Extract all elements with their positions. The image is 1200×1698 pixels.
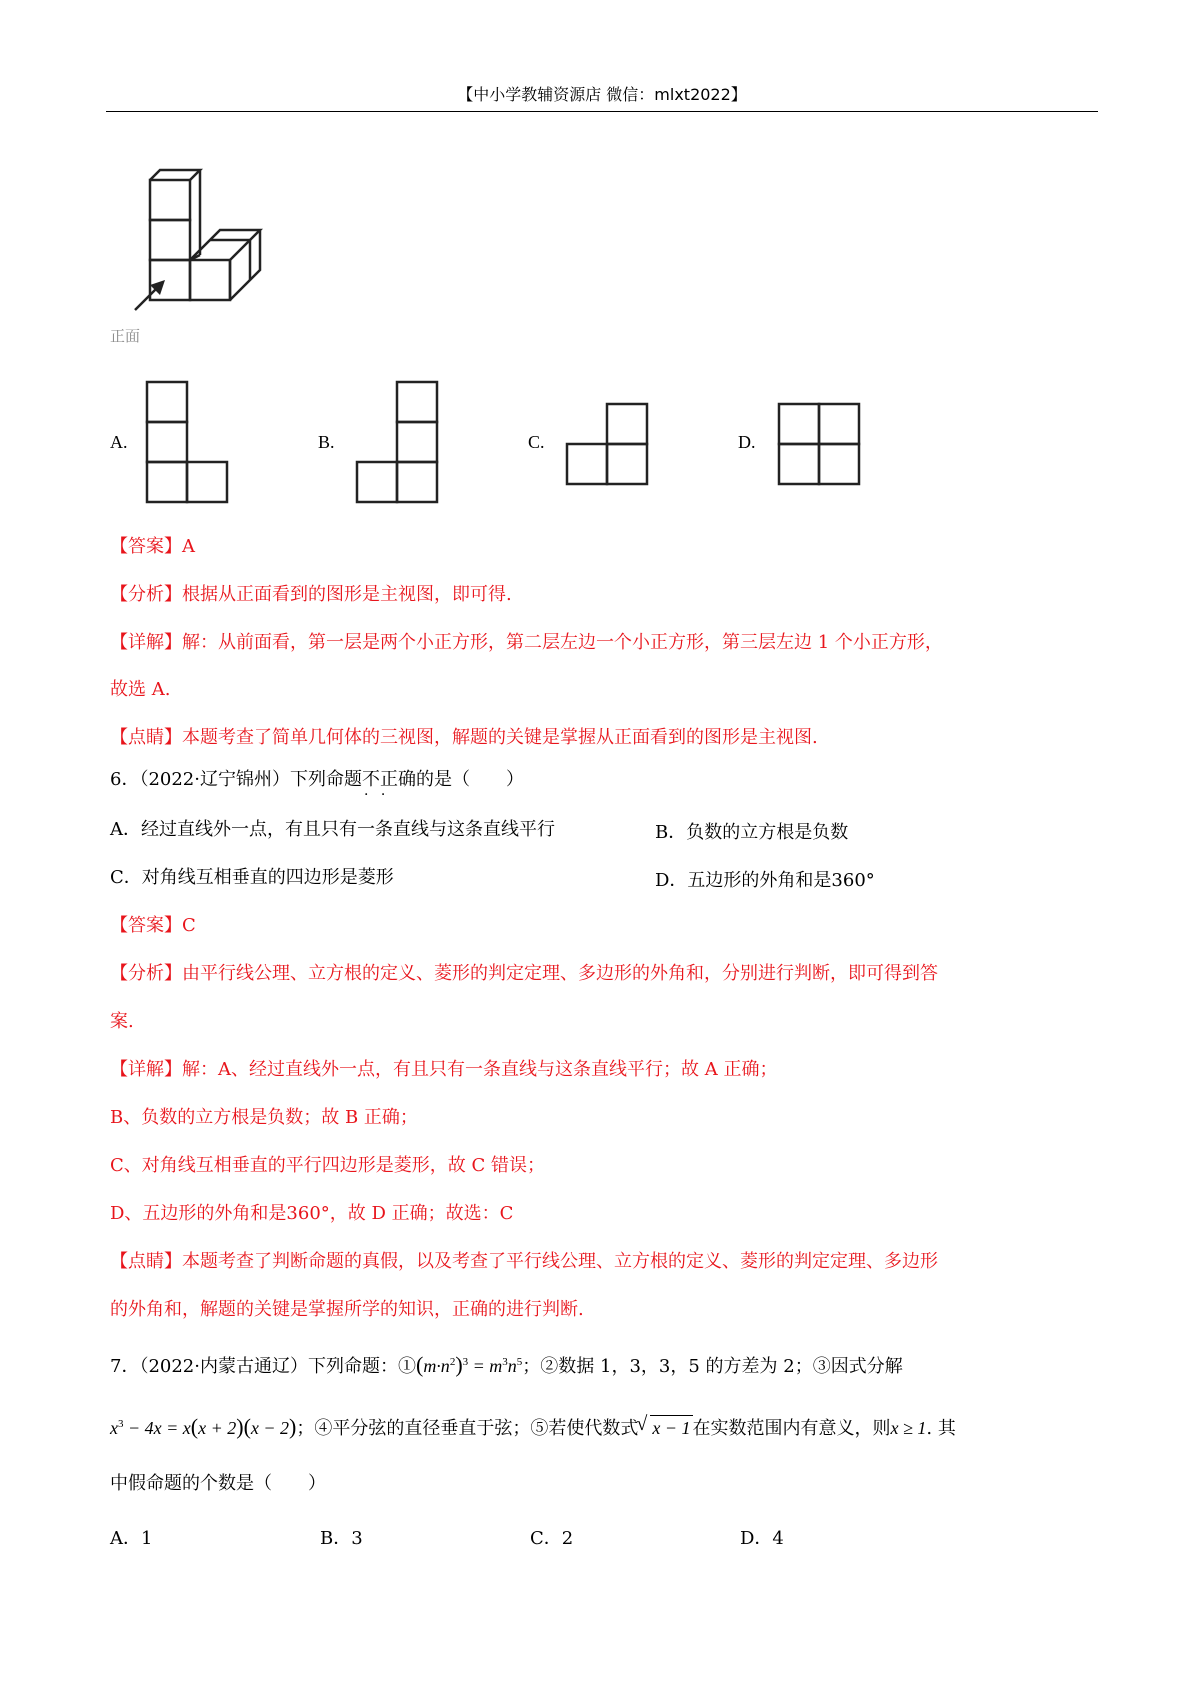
q7-stem-3: 中假命题的个数是（ ） bbox=[110, 1473, 326, 1494]
q6-option-d: D．五边形的外角和是360° bbox=[655, 870, 875, 891]
q7-stem-2-post: 在实数范围内有意义，则 bbox=[692, 1418, 891, 1439]
q5-detail-2: 故选 A. bbox=[110, 679, 171, 700]
q7-formula-condition: x ≥ 1 bbox=[890, 1418, 927, 1438]
q7-choice-b: B．3 bbox=[320, 1528, 363, 1549]
q7-choice-c: C．2 bbox=[530, 1528, 574, 1549]
q6-stem-post: 的是（ ） bbox=[415, 769, 524, 790]
q7-formula-sqrt: √ x − 1 bbox=[650, 1415, 692, 1440]
q7-choice-a: A．1 bbox=[110, 1528, 153, 1549]
q6-analysis-1: 【分析】由平行线公理、立方根的定义、菱形的判定定理、多边形的外角和，分别进行判断，即可得到答 bbox=[110, 963, 938, 984]
front-label: 正面 bbox=[110, 327, 141, 345]
q6-comment-2: 的外角和，解题的关键是掌握所学的知识，正确的进行判断. bbox=[110, 1299, 584, 1320]
option-c-figure bbox=[565, 402, 655, 487]
q5-answer: 【答案】A bbox=[110, 536, 195, 557]
option-b-letter: B. bbox=[318, 432, 335, 452]
q6-detail-2: B、负数的立方根是负数；故 B 正确； bbox=[110, 1107, 418, 1128]
q6-option-c: C．对角线互相垂直的四边形是菱形 bbox=[110, 867, 394, 888]
q7-choice-d: D．4 bbox=[740, 1528, 784, 1549]
q6-stem-emphasis: 不正确 · · bbox=[362, 769, 416, 790]
q7-stem-2 bbox=[110, 1412, 956, 1441]
q6-stem bbox=[110, 768, 524, 792]
q6-detail-4: D、五边形的外角和是360°，故 D 正确；故选：C bbox=[110, 1203, 514, 1224]
q7-formula-factor: $x^3 - 4x = x(x + 2)(x - 2)$ bbox=[110, 1414, 297, 1439]
option-d-letter: D. bbox=[738, 432, 756, 452]
q6-detail-1: 【详解】解：A、经过直线外一点，有且只有一条直线与这条直线平行；故 A 正确； bbox=[110, 1059, 778, 1080]
q7-stem-1-pre: 7．（2022·内蒙古通辽）下列命题：① bbox=[110, 1356, 416, 1377]
option-a-figure bbox=[145, 380, 235, 505]
q6-answer: 【答案】C bbox=[110, 915, 196, 936]
page-header: 【中小学教辅资源店 微信：mlxt2022】 bbox=[457, 85, 747, 104]
option-b-figure bbox=[355, 380, 445, 505]
option-a-letter: A. bbox=[110, 432, 128, 452]
q7-stem-2-end: . 其 bbox=[926, 1418, 956, 1439]
cube-figure bbox=[110, 155, 290, 325]
q6-option-b: B．负数的立方根是负数 bbox=[655, 822, 849, 843]
q5-comment: 【点睛】本题考查了简单几何体的三视图，解题的关键是掌握从正面看到的图形是主视图. bbox=[110, 727, 818, 748]
option-c-letter: C. bbox=[528, 432, 545, 452]
q6-detail-3: C、对角线互相垂直的平行四边形是菱形，故 C 错误； bbox=[110, 1155, 545, 1176]
q5-analysis: 【分析】根据从正面看到的图形是主视图，即可得. bbox=[110, 584, 512, 605]
q5-detail-1: 【详解】解：从前面看，第一层是两个小正方形，第二层左边一个小正方形，第三层左边 1 个小正方形， bbox=[110, 632, 943, 653]
q7-stem-2-mid: ；④平分弦的直径垂直于弦；⑤若使代数式 bbox=[296, 1418, 639, 1439]
header-rule bbox=[106, 111, 1098, 112]
q6-analysis-2: 案. bbox=[110, 1011, 134, 1032]
q6-comment-1: 【点睛】本题考查了判断命题的真假，以及考查了平行线公理、立方根的定义、菱形的判定定理、多边形 bbox=[110, 1251, 938, 1272]
option-d-figure bbox=[777, 402, 867, 487]
q7-stem-1-post: ；②数据 1，3，3，5 的方差为 2；③因式分解 bbox=[522, 1356, 903, 1377]
q7-stem-1 bbox=[110, 1350, 903, 1379]
q7-formula-power: $(m\cdot n^2)^3 = m^3n^5$ bbox=[415, 1352, 523, 1377]
q6-option-a: A．经过直线外一点，有且只有一条直线与这条直线平行 bbox=[110, 819, 555, 840]
q6-stem-pre: 6．（2022·辽宁锦州）下列命题 bbox=[110, 769, 362, 790]
